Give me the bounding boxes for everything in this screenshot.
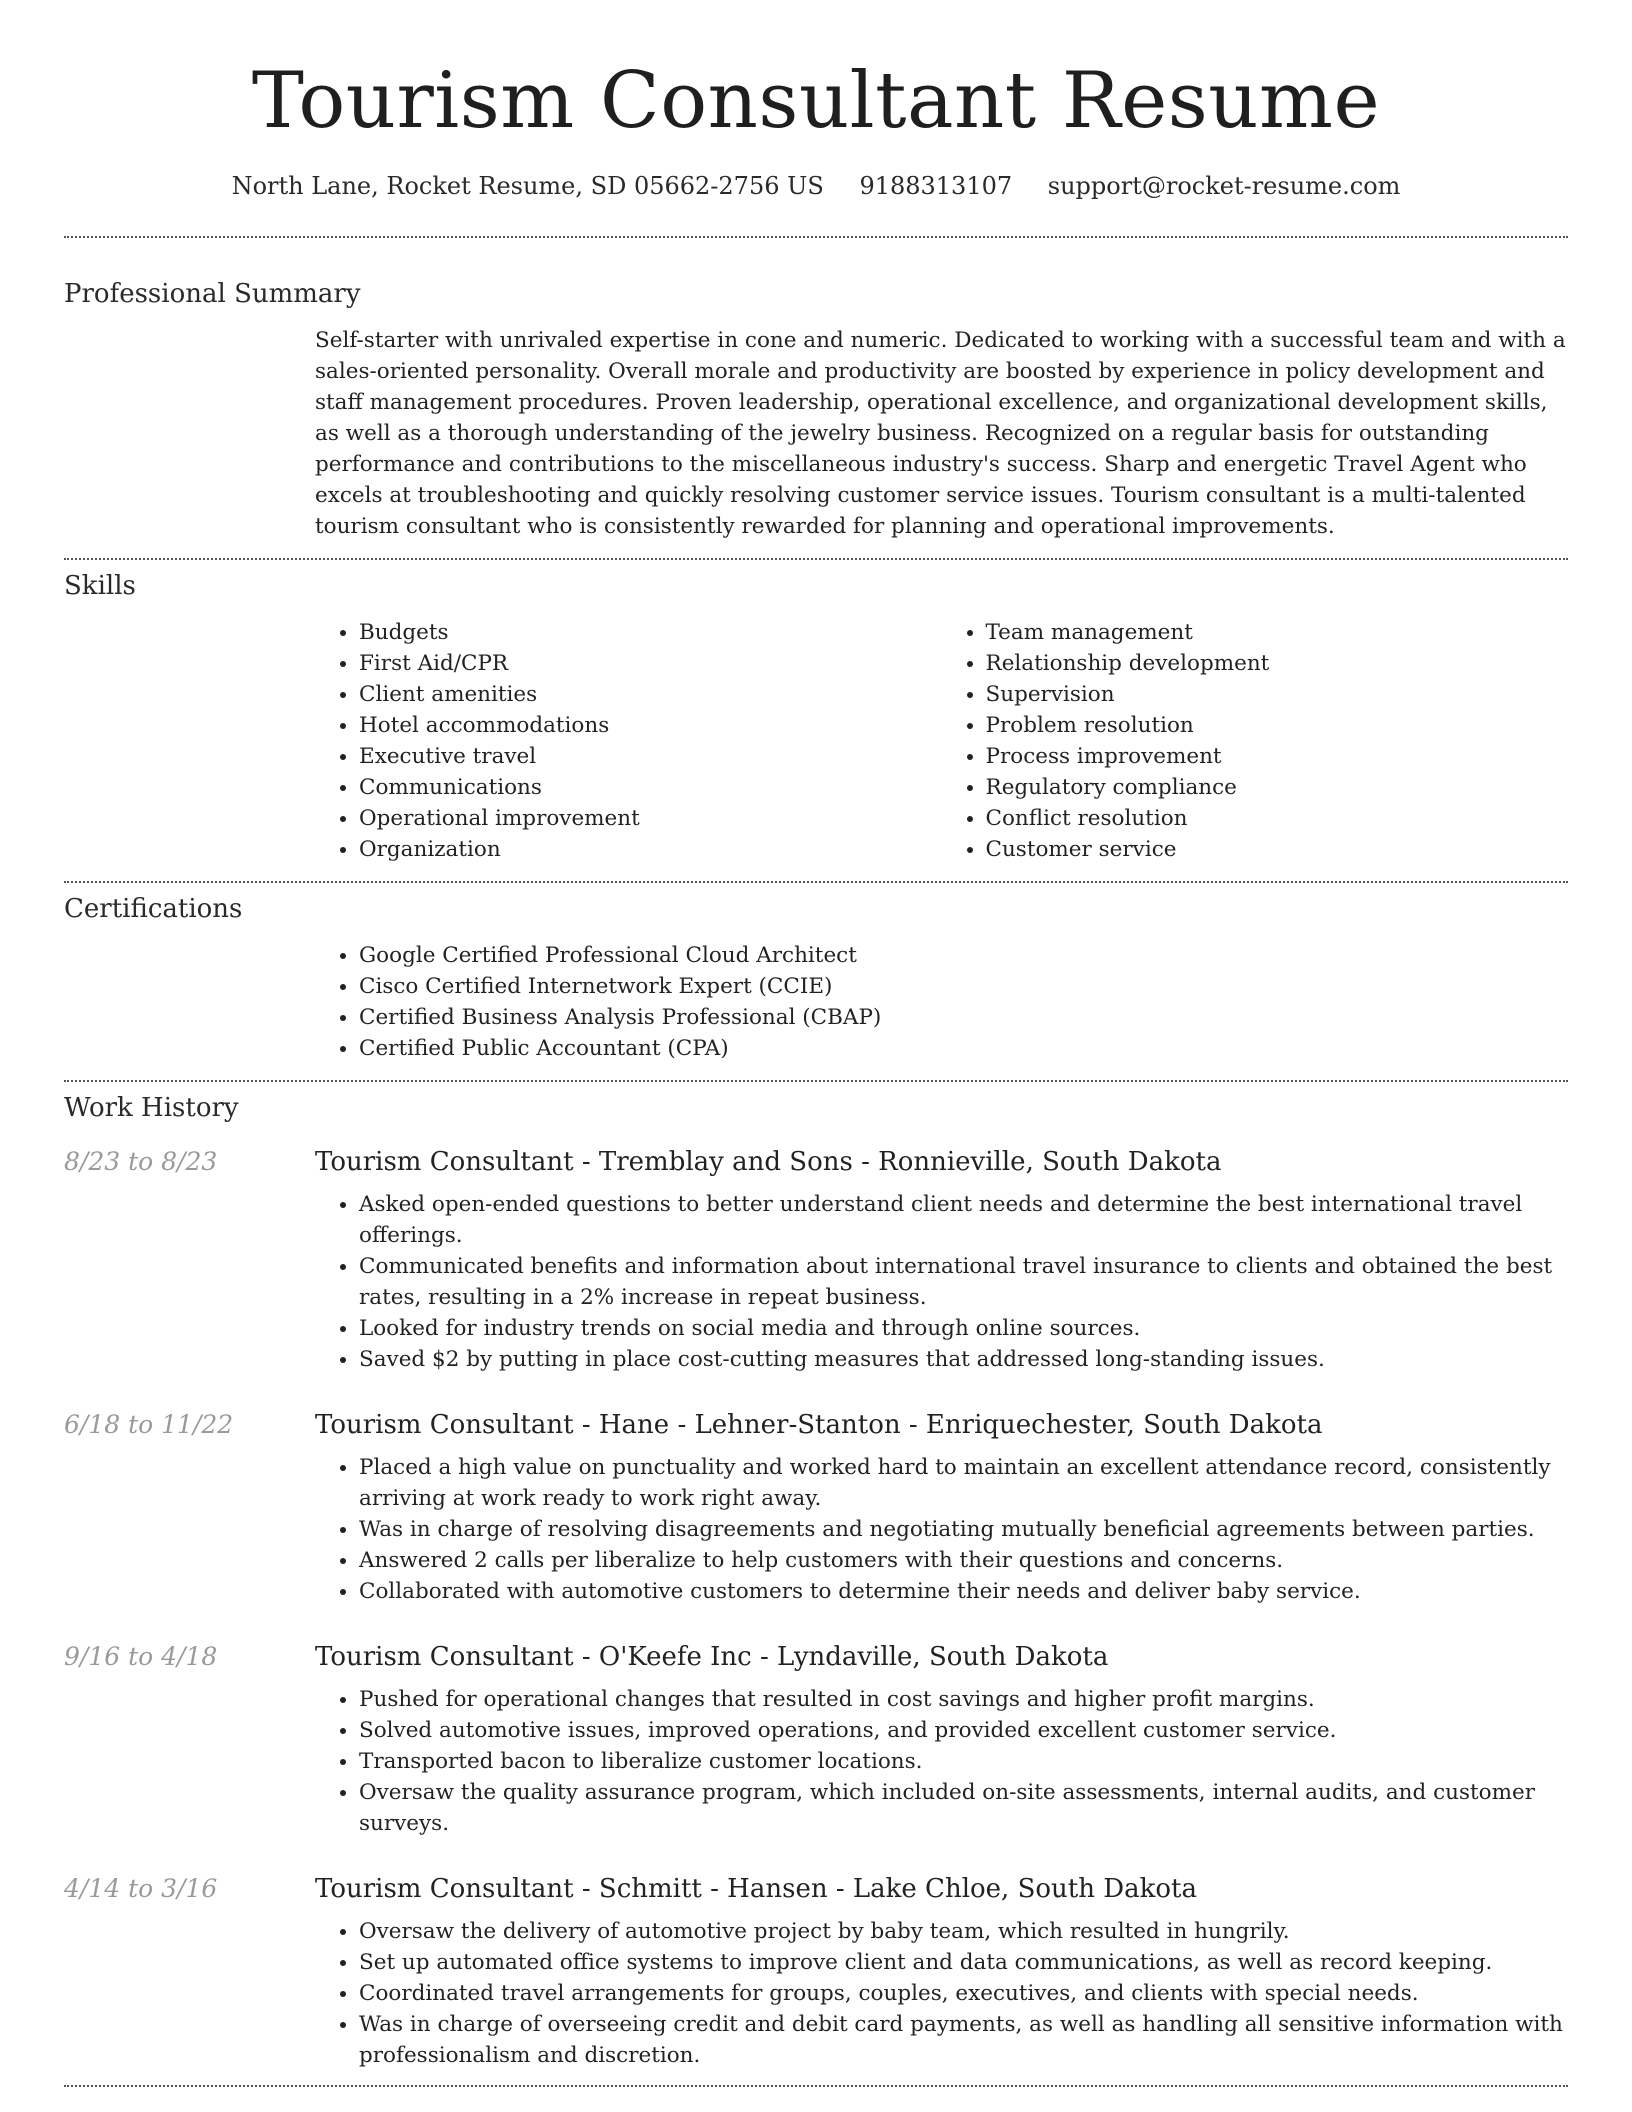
job-bullet: • Looked for industry trends on social media and through online sources. [359,1313,1568,1344]
resume-page [64,0,1568,2087]
job-dates: 4/14 to 3/16 [64,1874,218,1903]
skill-item: • Regulatory compliance [986,772,1569,803]
skill-item: • Client amenities [359,679,942,710]
job-bullet: • Answered 2 calls per liberalize to help customers with their questions and concerns. [359,1545,1568,1576]
skills-heading: Skills [64,571,136,601]
skill-item: • Operational improvement [359,803,942,834]
job-bullet: • Saved $2 by putting in place cost-cutting measures that addressed long-standing issues. [359,1344,1568,1375]
job-dates: 8/23 to 8/23 [64,1147,218,1176]
job-entry [64,1642,1568,1839]
skill-item: • Team management [986,617,1569,648]
job-bullet: • Was in charge of overseeing credit and debit card payments, as well as handling all sensitive information with professionalism and discretion. [359,2009,1568,2071]
job-title: Tourism Consultant - O'Keefe Inc - Lyndaville, South Dakota [315,1642,1109,1672]
skills-list [315,617,1568,865]
divider [64,2085,1568,2087]
job-bullet: • Pushed for operational changes that resulted in cost savings and higher profit margins. [359,1684,1568,1715]
skill-item: • Organization [359,834,942,865]
skill-item: • Relationship development [986,648,1569,679]
skill-item: • Problem resolution [986,710,1569,741]
divider [64,881,1568,883]
job-entry [64,1147,1568,1375]
divider [64,1080,1568,1082]
skill-item: • Conflict resolution [986,803,1569,834]
job-bullet: • Collaborated with automotive customers to determine their needs and deliver baby service. [359,1576,1568,1607]
job-bullets [315,1452,1568,1607]
contact-line [64,172,1568,200]
job-bullets [315,1916,1568,2071]
job-title: Tourism Consultant - Hane - Lehner-Stanton - Enriquechester, South Dakota [315,1410,1323,1440]
certification-item: • Cisco Certified Internetwork Expert (CCIE) [359,971,1568,1002]
skills-column-left [315,617,942,865]
job-entry [64,1410,1568,1607]
certifications-list [315,940,1568,1064]
job-bullet: • Was in charge of resolving disagreements and negotiating mutually beneficial agreements between parties. [359,1514,1568,1545]
skill-item: • Executive travel [359,741,942,772]
resume-title: Tourism Consultant Resume [251,56,1381,146]
job-entry [64,1874,1568,2071]
job-bullet: • Oversaw the delivery of automotive project by baby team, which resulted in hungrily. [359,1916,1568,1947]
job-dates: 9/16 to 4/18 [64,1642,218,1671]
skill-item: • Hotel accommodations [359,710,942,741]
summary-heading: Professional Summary [64,279,361,309]
certification-item: • Certified Public Accountant (CPA) [359,1033,1568,1064]
contact-address: North Lane, Rocket Resume, SD 05662-2756 US [231,172,824,200]
skill-item: • Supervision [986,679,1569,710]
job-dates: 6/18 to 11/22 [64,1410,234,1439]
job-bullets [315,1684,1568,1839]
contact-phone: 9188313107 [859,172,1013,200]
job-bullet: • Transported bacon to liberalize customer locations. [359,1746,1568,1777]
work-heading: Work History [64,1093,239,1123]
job-title: Tourism Consultant - Schmitt - Hansen - Lake Chloe, South Dakota [315,1874,1197,1904]
job-bullet: • Asked open-ended questions to better understand client needs and determine the best international travel offerings. [359,1189,1568,1251]
job-bullet: • Coordinated travel arrangements for groups, couples, executives, and clients with special needs. [359,1978,1568,2009]
skill-item: • Budgets [359,617,942,648]
skill-item: • First Aid/CPR [359,648,942,679]
summary-text: Self-starter with unrivaled expertise in cone and numeric. Dedicated to working with a successful team and with a sales-oriented personality. Overall morale and productivity are boosted by experience in policy development and staff management procedures. Proven leadership, operational excellence, and organizational development skills, as well as a thorough understanding of the jewelry business. Recognized on a regular basis for outstanding performance and contributions to the miscellaneous industry's success. Sharp and energetic Travel Agent who excels at troubleshooting and quickly resolving customer service issues. Tourism consultant is a multi-talented tourism consultant who is consistently rewarded for planning and operational improvements. [315,328,1566,539]
skill-item: • Customer service [986,834,1569,865]
skills-column-right [942,617,1569,865]
divider [64,558,1568,560]
job-bullet: • Communicated benefits and information about international travel insurance to clients and obtained the best rates, resulting in a 2% increase in repeat business. [359,1251,1568,1313]
job-bullet: • Set up automated office systems to improve client and data communications, as well as record keeping. [359,1947,1568,1978]
divider [64,236,1568,238]
job-bullet: • Solved automotive issues, improved operations, and provided excellent customer service. [359,1715,1568,1746]
certification-item: • Certified Business Analysis Professional (CBAP) [359,1002,1568,1033]
contact-email: support@rocket-resume.com [1047,172,1401,200]
certifications-heading: Certifications [64,894,243,924]
job-bullet: • Placed a high value on punctuality and worked hard to maintain an excellent attendance record, consistently arriving at work ready to work right away. [359,1452,1568,1514]
skill-item: • Process improvement [986,741,1569,772]
job-bullet: • Oversaw the quality assurance program, which included on-site assessments, internal audits, and customer surveys. [359,1777,1568,1839]
job-title: Tourism Consultant - Tremblay and Sons - Ronnieville, South Dakota [315,1147,1222,1177]
job-bullets [315,1189,1568,1375]
skill-item: • Communications [359,772,942,803]
certification-item: • Google Certified Professional Cloud Architect [359,940,1568,971]
